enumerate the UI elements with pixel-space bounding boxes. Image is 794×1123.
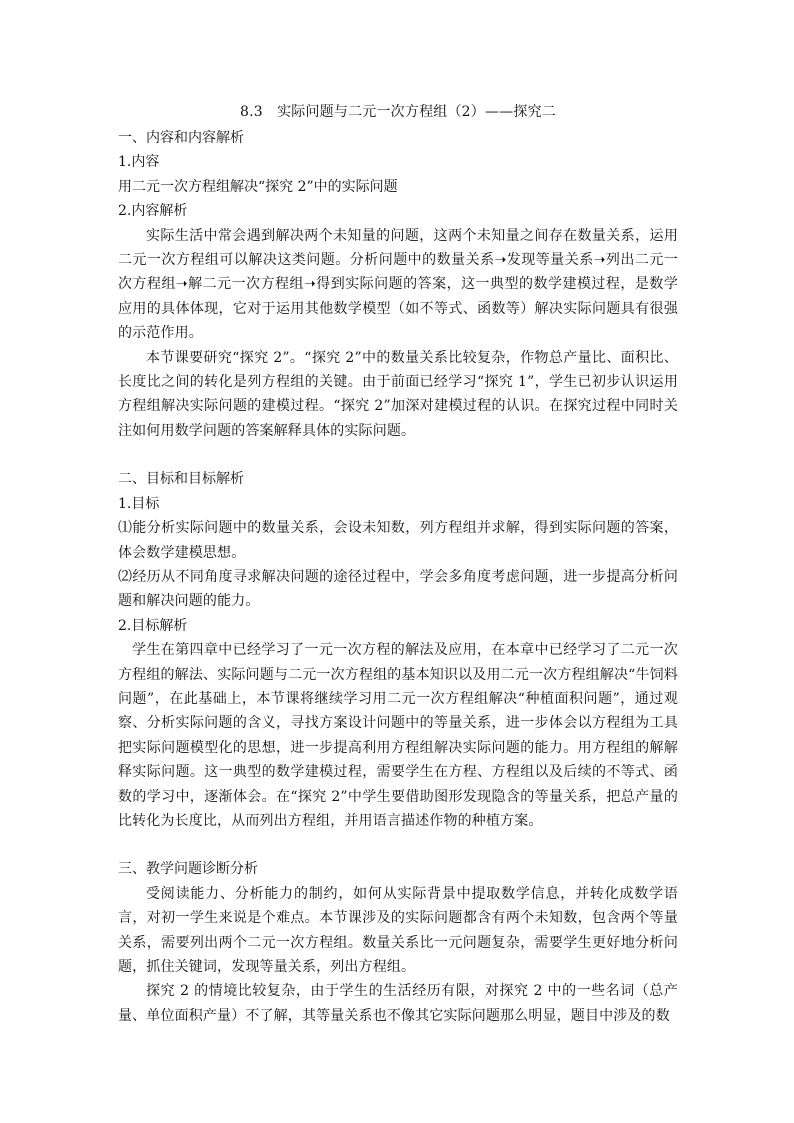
content-analysis-paragraph-1: 实际生活中常会遇到解决两个未知量的问题，这两个未知量之间存在数量关系，运用二元一次方程组可以解决这类问题。分析问题中的数量关系➝发现等量关系➝列出二元一次方程组➝解二元一次方程组➝得到实际问题的答案，这一典型的数学建模过程，是数学应用的具体体现，它对于运用其他数学模型（如不等式、函数等）解决实际问题具有很强的示范作用。 — [118, 227, 678, 342]
document-title: 8.3 实际问题与二元一次方程组（2）——探究二 — [240, 104, 556, 120]
content-text: 用二元一次方程组解决“探究 2”中的实际问题 — [118, 178, 398, 195]
section-gap — [118, 833, 678, 857]
subheading-content: 1.内容 — [118, 154, 160, 171]
diagnosis-paragraph-1: 受阅读能力、分析能力的制约，如何从实际背景中提取数学信息，并转化成数学语言，对初一学生来说是个难点。本节课涉及的实际问题都含有两个未知数，包含两个等量关系，需要列出两个二元一次方程组。数量关系比一元问题复杂，需要学生更好地分析问题，抓住关键词，发现等量关系，列出方程组。 — [118, 885, 678, 975]
section-heading-diagnosis: 三、教学问题诊断分析 — [118, 861, 258, 878]
diagnosis-paragraph-2: 探究 2 的情境比较复杂，由于学生的生活经历有限，对探究 2 中的一些名词（总产量、单位面积产量）不了解，其等量关系也不像其它实际问题那么明显，题目中涉及的数 — [118, 983, 678, 1024]
content-analysis-paragraph-2: 本节课要研究“探究 2”。“探究 2”中的数量关系比较复杂，作物总产量比、面积比、长度比之间的转化是列方程组的关键。由于前面已经学习“探究 1”，学生已初步认识运用方程组解决实际问题的建模过程。“探究 2”加深对建模过程的认识。在探究过程中同时关注如何用数学问题的答案解释具体的实际问题。 — [118, 349, 678, 439]
subheading-content-analysis: 2.内容解析 — [118, 203, 188, 220]
subheading-goal-analysis: 2.目标解析 — [118, 617, 188, 634]
section-heading-goals: 二、目标和目标解析 — [118, 471, 244, 488]
goal-analysis-paragraph: 学生在第四章中已经学习了一元一次方程的解法及应用，在本章中已经学习了二元一次方程组的解法、实际问题与二元一次方程组的基本知识以及用二元一次方程组解决“牛饲料问题”，在此基础上，本节课将继续学习用二元一次方程组解决“种植面积问题”，通过观察、分析实际问题的含义，寻找方案设计问题中的等量关系，进一步体会以方程组为工具把实际问题模型化的思想，进一步提高利用方程组解决实际问题的能力。用方程组的解解释实际问题。这一典型的数学建模过程，需要学生在方程、方程组以及后续的不等式、函数的学习中，逐渐体会。在“探究 2”中学生要借助图形发现隐含的等量关系，把总产量的比转化为长度比，从而列出方程组，并用语言描述作物的种植方案。 — [118, 642, 678, 829]
goal-item-1: ⑴能分析实际问题中的数量关系，会设未知数，列方程组并求解，得到实际问题的答案，体会数学建模思想。 — [118, 520, 678, 561]
section-heading-content: 一、内容和内容解析 — [118, 130, 244, 146]
goal-item-2: ⑵经历从不同角度寻求解决问题的途径过程中，学会多角度考虑问题，进一步提高分析问题和解决问题的能力。 — [118, 568, 678, 610]
section-gap — [118, 443, 678, 467]
subheading-goals: 1.目标 — [118, 495, 160, 512]
document-page — [118, 100, 678, 1028]
